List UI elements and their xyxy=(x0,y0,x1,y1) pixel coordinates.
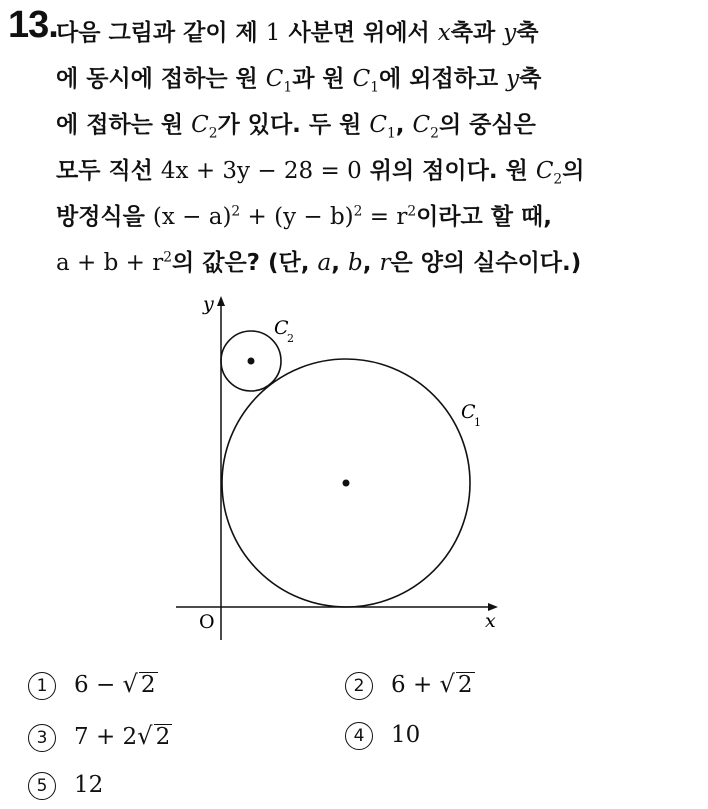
choice-mark: 3 xyxy=(28,724,56,752)
c1-label: C xyxy=(461,401,476,423)
choice-mark: 4 xyxy=(345,722,373,750)
choice-4[interactable]: 4 10 xyxy=(345,722,420,750)
choice-1[interactable]: 1 6 − √ 2 xyxy=(28,670,158,700)
question-line-4: 모두 직선 4x + 3y − 28 = 0 위의 점이다. 원 $C_2$의 xyxy=(56,158,585,188)
y-axis-arrow-icon xyxy=(217,296,225,306)
choice-2[interactable]: 2 6 + √ 2 xyxy=(345,670,475,700)
question-line-3: 에 접하는 원 $C_2$가 있다. 두 원 $C_1$, $C_2$의 중심은 xyxy=(56,112,536,142)
circle-c2-center xyxy=(248,358,255,365)
origin-label: O xyxy=(199,611,215,633)
circle-c1-center xyxy=(343,480,350,487)
choice-mark: 1 xyxy=(28,672,56,700)
x-axis-label: x xyxy=(485,610,496,632)
choice-5[interactable]: 5 12 xyxy=(28,772,103,800)
choice-3[interactable]: 3 7 + 2√ 2 xyxy=(28,722,172,752)
choice-mark: 5 xyxy=(28,772,56,800)
y-axis-label: y xyxy=(203,293,214,315)
question-line-1: 다음 그림과 같이 제 1 사분면 위에서 x축과 y축 xyxy=(56,20,539,46)
c2-label: C xyxy=(274,317,289,339)
question-number: 13. xyxy=(8,4,58,46)
question-line-6: $a + b + r^2$의 값은? (단, a, b, r은 양의 실수이다.) xyxy=(56,249,582,276)
question-line-2: 에 동시에 접하는 원 $C_1$과 원 $C_1$에 외접하고 y축 xyxy=(56,66,542,96)
question-line-5: 방정식을 $(x - a)^2 + (y - b)^2 = r^2$이라고 할 때, xyxy=(56,203,552,230)
c2-label-subscript: 2 xyxy=(287,332,294,345)
choice-mark: 2 xyxy=(345,672,373,700)
c1-label-subscript: 1 xyxy=(474,416,481,429)
